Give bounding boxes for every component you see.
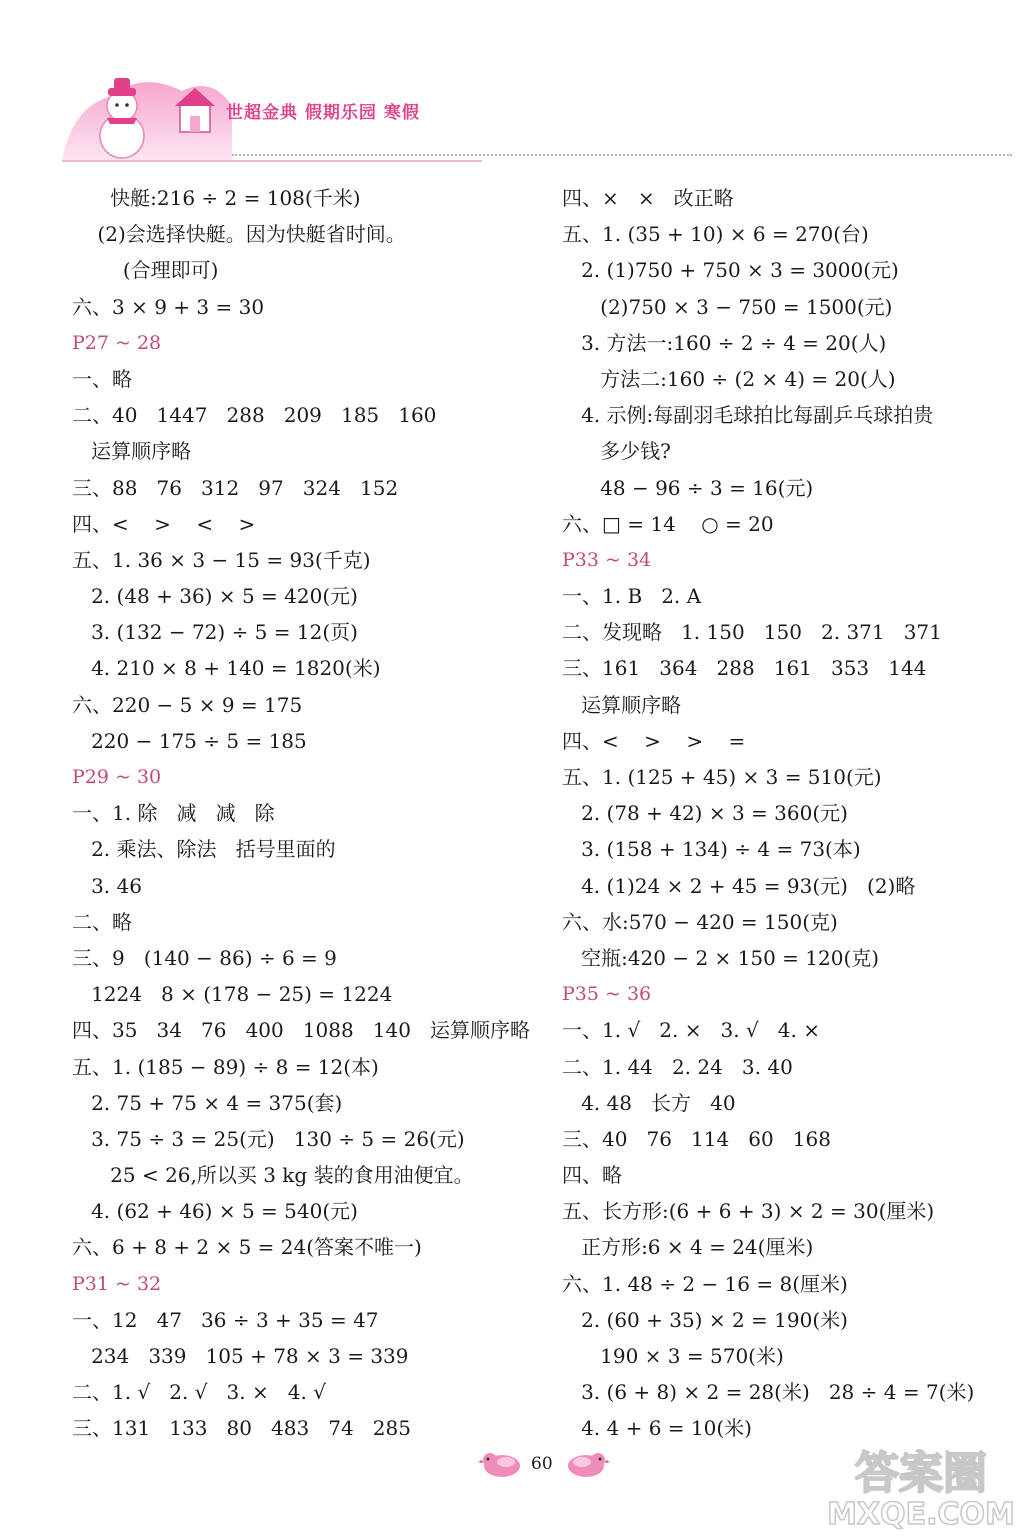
answer-line: 六、水:570 − 420 = 150(克) bbox=[562, 909, 838, 934]
answer-line: 二、40 1447 288 209 185 160 bbox=[72, 403, 437, 428]
answer-line: 方法二:160 ÷ (2 × 4) = 20(人) bbox=[562, 366, 896, 391]
answer-line: 234 339 105 + 78 × 3 = 339 bbox=[72, 1344, 409, 1368]
watermark-bottom-text: MXQE.COM bbox=[827, 1497, 1015, 1530]
left-bird-icon bbox=[478, 1446, 522, 1480]
answer-line: 运算顺序略 bbox=[72, 439, 192, 464]
answer-line: 三、131 133 80 483 74 285 bbox=[72, 1416, 411, 1441]
answer-line: 正方形:6 × 4 = 24(厘米) bbox=[562, 1235, 814, 1260]
answer-line: 六、6 + 8 + 2 × 5 = 24(答案不唯一) bbox=[72, 1235, 422, 1260]
page-range-heading: P27 ~ 28 bbox=[72, 331, 162, 354]
answer-line: 六、1. 48 ÷ 2 − 16 = 8(厘米) bbox=[562, 1271, 848, 1296]
header-dotted-rule bbox=[232, 154, 1012, 156]
page-header bbox=[0, 0, 1034, 170]
answer-line: 2. (60 + 35) × 2 = 190(米) bbox=[562, 1307, 848, 1332]
answer-line: 二、略 bbox=[72, 909, 132, 934]
answer-line: 多少钱? bbox=[562, 439, 671, 464]
answer-line: 3. 46 bbox=[72, 873, 142, 898]
answer-line: 三、88 76 312 97 324 152 bbox=[72, 475, 399, 500]
answer-line: 二、1. √ 2. √ 3. × 4. √ bbox=[72, 1380, 326, 1405]
page-range-heading: P31 ~ 32 bbox=[72, 1272, 162, 1295]
answer-line: (合理即可) bbox=[72, 258, 219, 283]
answer-line: 2. (1)750 + 750 × 3 = 3000(元) bbox=[562, 258, 899, 283]
answer-line: 六、3 × 9 + 3 = 30 bbox=[72, 294, 265, 319]
answer-line: 空瓶:420 − 2 × 150 = 120(克) bbox=[562, 945, 880, 970]
page-range-heading: P35 ~ 36 bbox=[562, 983, 652, 1006]
answer-line: 四、35 34 76 400 1088 140 运算顺序略 bbox=[72, 1018, 531, 1043]
answer-line: 4. 4 + 6 = 10(米) bbox=[562, 1416, 752, 1441]
answer-line: 1224 8 × (178 − 25) = 1224 bbox=[72, 982, 393, 1007]
answer-line: 25 < 26,所以买 3 kg 装的食用油便宜。 bbox=[72, 1163, 474, 1188]
answer-line: 4. 210 × 8 + 140 = 1820(米) bbox=[72, 656, 381, 681]
answer-line: 2. (78 + 42) × 3 = 360(元) bbox=[562, 801, 848, 826]
answer-line: 220 − 175 ÷ 5 = 185 bbox=[72, 728, 307, 753]
page-range-heading: P29 ~ 30 bbox=[72, 766, 162, 788]
answer-line: 一、1. 除 减 减 除 bbox=[72, 801, 275, 826]
answer-line: 快艇:216 ÷ 2 = 108(千米) bbox=[72, 186, 361, 210]
answer-line: 二、发现略 1. 150 150 2. 371 371 bbox=[562, 620, 942, 645]
answer-line: 五、1. (35 + 10) × 6 = 270(台) bbox=[562, 222, 869, 247]
answer-line: 四、× × 改正略 bbox=[562, 186, 734, 210]
left-answer-column bbox=[72, 180, 542, 1447]
answer-line: 六、220 − 5 × 9 = 175 bbox=[72, 692, 303, 717]
answer-line: 一、1. √ 2. × 3. √ 4. × bbox=[562, 1018, 820, 1043]
answer-line: 四、< > > = bbox=[562, 728, 746, 753]
answer-line: 三、161 364 288 161 353 144 bbox=[562, 656, 927, 681]
answer-line: (2)750 × 3 − 750 = 1500(元) bbox=[562, 294, 893, 319]
answer-line: 48 − 96 ÷ 3 = 16(元) bbox=[562, 475, 814, 500]
answer-line: 一、略 bbox=[72, 366, 132, 391]
answer-line: (2)会选择快艇。因为快艇省时间。 bbox=[72, 222, 406, 247]
answer-line: 3. 75 ÷ 3 = 25(元) 130 ÷ 5 = 26(元) bbox=[72, 1126, 465, 1151]
answer-line: 4. 示例:每副羽毛球拍比每副乒乓球拍贵 bbox=[562, 403, 934, 428]
answer-line: 六、□ = 14 ○ = 20 bbox=[562, 511, 774, 536]
answer-line: 五、长方形:(6 + 6 + 3) × 2 = 30(厘米) bbox=[562, 1199, 935, 1224]
answer-line: 4. (62 + 46) × 5 = 540(元) bbox=[72, 1199, 358, 1224]
answer-line: 一、12 47 36 ÷ 3 + 35 = 47 bbox=[72, 1307, 379, 1332]
answer-line: 190 × 3 = 570(米) bbox=[562, 1344, 784, 1368]
answer-line: 4. 48 长方 40 bbox=[562, 1090, 736, 1115]
answer-line: 三、40 76 114 60 168 bbox=[562, 1126, 831, 1151]
page-range-heading: P33 ~ 34 bbox=[562, 548, 652, 571]
answer-line: 二、1. 44 2. 24 3. 40 bbox=[562, 1054, 793, 1079]
watermark-logo bbox=[816, 1440, 1026, 1530]
answer-line: 2. 75 + 75 × 4 = 375(套) bbox=[72, 1090, 343, 1115]
answer-line: 五、1. 36 × 3 − 15 = 93(千克) bbox=[72, 547, 371, 572]
answer-line: 3. (132 − 72) ÷ 5 = 12(页) bbox=[72, 620, 358, 645]
answer-line: 一、1. B 2. A bbox=[562, 584, 702, 609]
answer-line: 运算顺序略 bbox=[562, 692, 682, 717]
answer-line: 五、1. (125 + 45) × 3 = 510(元) bbox=[562, 765, 882, 789]
answer-line: 3. (158 + 134) ÷ 4 = 73(本) bbox=[562, 837, 861, 862]
watermark-top-text: 答案圈 bbox=[855, 1448, 987, 1499]
series-title: 世超金典 假期乐园 寒假 bbox=[226, 103, 420, 123]
answer-line: 五、1. (185 − 89) ÷ 8 = 12(本) bbox=[72, 1054, 379, 1079]
answer-line: 2. (48 + 36) × 5 = 420(元) bbox=[72, 584, 358, 609]
page-number: 60 bbox=[531, 1454, 553, 1474]
answer-line: 三、9 (140 − 86) ÷ 6 = 9 bbox=[72, 945, 337, 970]
answer-line: 3. 方法一:160 ÷ 2 ÷ 4 = 20(人) bbox=[562, 330, 887, 355]
answer-line: 2. 乘法、除法 括号里面的 bbox=[72, 837, 336, 862]
answer-line: 四、< > < > bbox=[72, 511, 256, 536]
answer-line: 3. (6 + 8) × 2 = 28(米) 28 ÷ 4 = 7(米) bbox=[562, 1380, 975, 1405]
answer-line: 4. (1)24 × 2 + 45 = 93(元) (2)略 bbox=[562, 873, 916, 898]
answer-line: 四、略 bbox=[562, 1163, 622, 1188]
right-answer-column bbox=[562, 180, 1022, 1447]
right-bird-icon bbox=[566, 1446, 610, 1480]
